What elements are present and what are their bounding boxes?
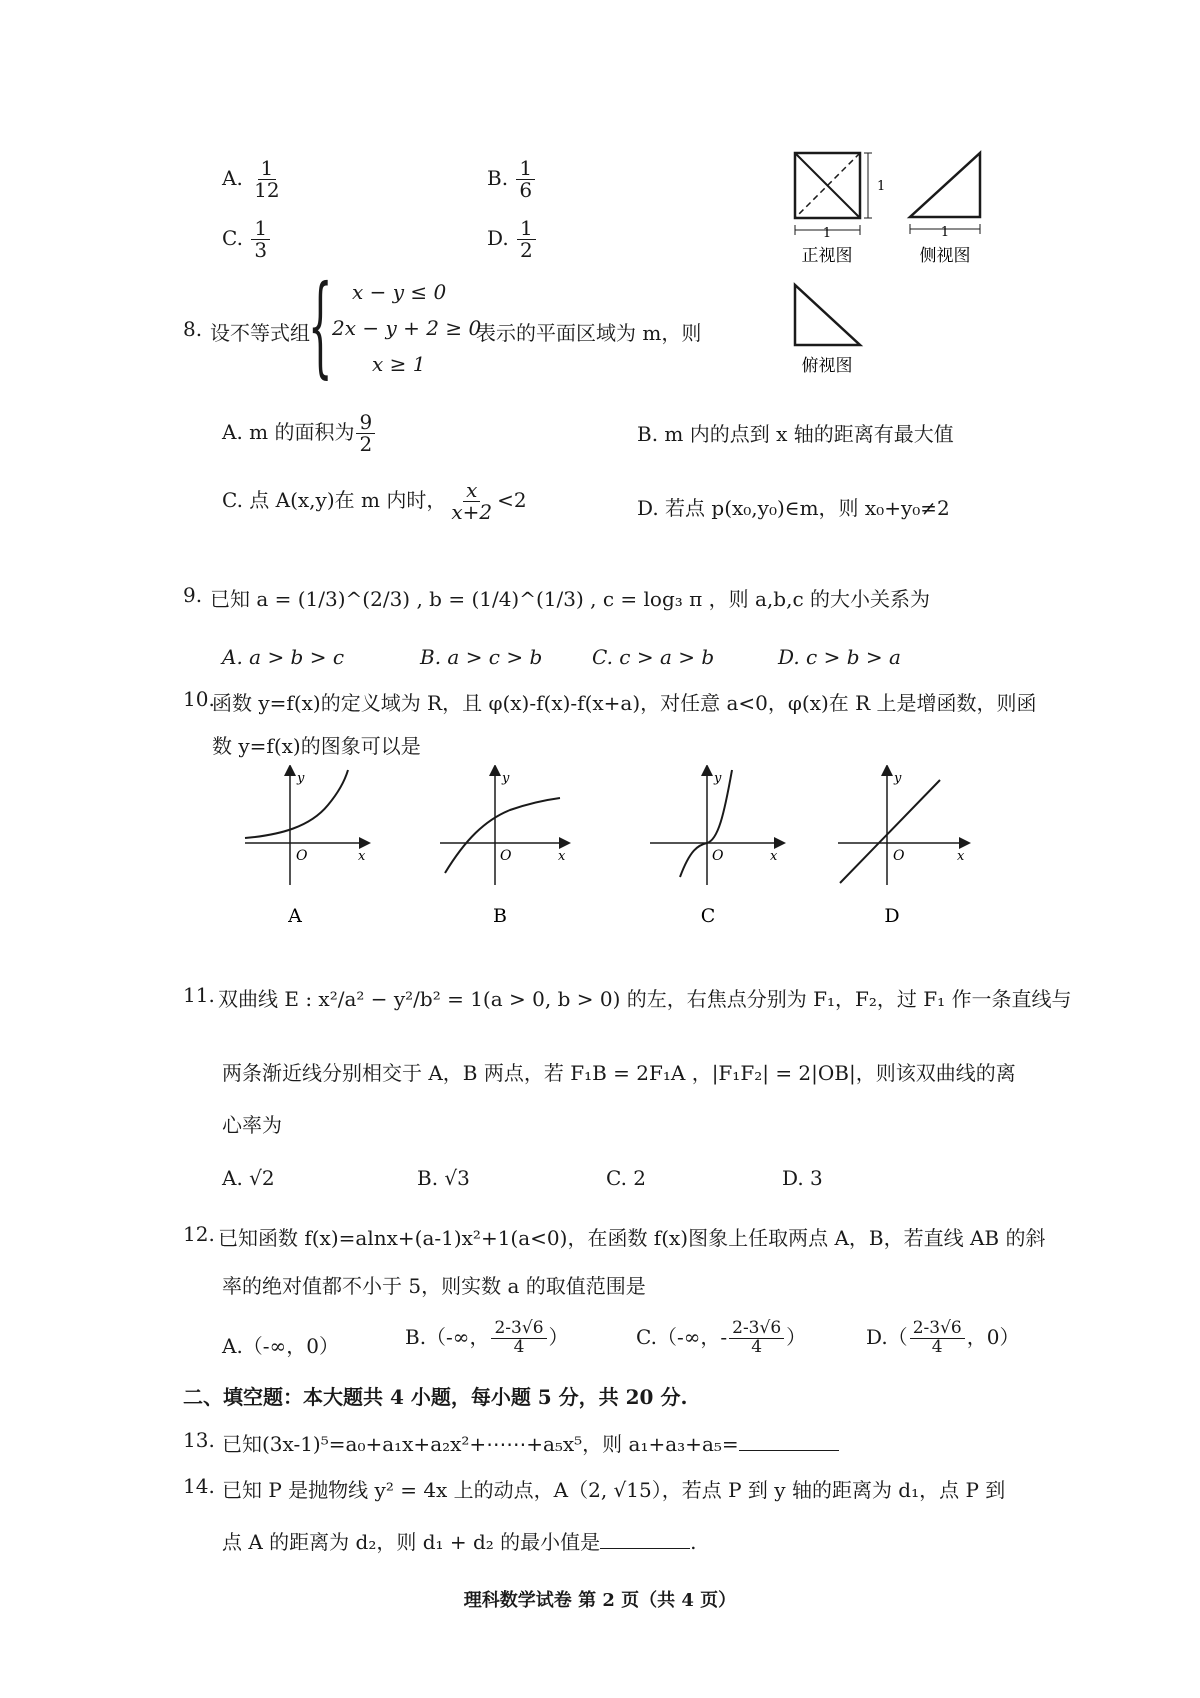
q8-ineq2: 2x − y + 2 ≥ 0 [332,316,482,340]
side-view [910,153,980,234]
q13-text: 已知(3x-1)⁵=a₀+a₁x+a₂x²+⋯⋯+a₅x⁵，则 a₁+a₃+a₅= [222,1428,839,1457]
q14-number: 14. [183,1474,215,1498]
graph-c-origin: O [712,848,724,864]
q11-line1: 双曲线 E : x²/a² − y²/b² = 1(a > 0, b > 0) 的左，右焦点分别为 F₁，F₂，过 F₁ 作一条直线与 [218,987,1072,1011]
q7-option-c: C. $\frac{1}{3}$ [222,218,272,261]
q11-option-d: D. 3 [782,1166,823,1190]
q14-line1: 已知 P 是抛物线 y² = 4x 上的动点，A（2, √15），若点 P 到 y 轴的距离为 d₁，点 P 到 [222,1478,1006,1502]
q10-line1: 函数 y=f(x)的定义域为 R，且 φ(x)-f(x)-f(x+a)，对任意 a<0，φ(x)在 R 上是增函数，则函 [212,691,1037,715]
q10-line2: 数 y=f(x)的图象可以是 [212,734,421,758]
front-view-label: 正视图 [801,246,853,266]
page-footer: 理科数学试卷 第 2 页（共 4 页） [463,1590,737,1611]
graph-b [440,770,565,885]
q12-line2: 率的绝对值都不小于 5，则实数 a 的取值范围是 [222,1274,646,1298]
graph-c-x: x [770,849,778,864]
q8-brace: { [308,261,333,389]
graph-d [838,770,965,885]
q8-option-c: C. 点 A(x,y)在 m 内时， $\frac{x}{x+2}$ <2 [222,478,527,524]
q11-option-c: C. 2 [606,1166,647,1190]
graph-b-label: B [493,905,507,927]
graph-d-y: y [894,771,902,786]
q12-option-d: D.（ $\frac{2-3√6}{4}$ ，0） [866,1318,1020,1357]
q8-option-a: A. m 的面积为 $\frac{9}{2}$ [222,412,377,455]
q13-number: 13. [183,1428,215,1452]
q10-graphs [240,765,980,930]
q9-option-b: B. a > c > b [420,645,543,669]
front-height-label: 1 [877,179,886,194]
q7-option-b: B. $\frac{1}{6}$ [487,158,537,201]
side-view-label: 侧视图 [919,246,971,266]
q12-number: 12. [183,1222,215,1246]
q11-line2: 两条渐近线分别相交于 A，B 两点，若 F₁B = 2F₁A ，|F₁F₂| = 2|OB|，则该双曲线的离 [222,1061,1016,1085]
q8-option-b: B. m 内的点到 x 轴的距离有最大值 [637,422,954,446]
q11-line3: 心率为 [222,1113,282,1137]
q8-suffix: 表示的平面区域为 m，则 [476,321,702,345]
q12-option-b: B.（-∞， $\frac{2-3√6}{4}$ ） [405,1318,569,1357]
q14-answer-blank[interactable] [600,1530,690,1549]
graph-a-label: A [288,905,302,927]
graph-d-x: x [957,849,965,864]
graph-d-origin: O [893,848,905,864]
q12-option-c: C.（-∞，- $\frac{2-3√6}{4}$ ） [636,1318,807,1357]
q12-option-a: A.（-∞，0） [222,1334,339,1358]
q8-number: 8. [183,317,203,341]
q9-option-a: A. a > b > c [222,645,345,669]
q9-stem: 已知 a = (1/3)^(2/3) , b = (1/4)^(1/3) , c = log₃ π ，则 a,b,c 的大小关系为 [210,587,931,611]
graph-a-origin: O [296,848,308,864]
q8-prefix: 设不等式组 [210,321,310,345]
q7-option-a: A. $\frac{1}{12}$ [222,156,280,202]
graph-a-y: y [297,771,305,786]
q8-ineq3: x ≥ 1 [372,352,426,376]
q12-line1: 已知函数 f(x)=alnx+(a-1)x²+1(a<0)，在函数 f(x)图象上任取两点 A，B，若直线 AB 的斜 [218,1226,1046,1250]
three-view-diagram [780,145,1010,385]
side-dim-label: 1 [940,225,950,240]
graph-c-label: C [700,905,716,927]
q7-option-d: D. $\frac{1}{2}$ [487,218,538,261]
q11-option-a: A. √2 [222,1166,275,1190]
q9-number: 9. [183,583,203,607]
top-view-label: 俯视图 [801,356,853,376]
front-dim-label: 1 [822,226,832,241]
section2-heading: 二、填空题：本大题共 4 小题，每小题 5 分，共 20 分. [183,1385,688,1409]
q8-ineq1: x − y ≤ 0 [352,280,447,304]
q13-answer-blank[interactable] [739,1432,839,1451]
q11-number: 11. [183,983,215,1007]
graph-c-y: y [714,771,722,786]
graph-a-x: x [358,849,366,864]
graph-c [650,770,780,885]
graph-a [245,770,365,885]
q9-option-d: D. c > b > a [778,645,901,669]
graph-b-y: y [502,771,510,786]
graph-b-x: x [558,849,566,864]
top-view [795,285,860,345]
q9-option-c: C. c > a > b [592,645,715,669]
q14-line2: 点 A 的距离为 d₂，则 d₁ + d₂ 的最小值是 . [222,1530,697,1554]
q11-option-b: B. √3 [417,1166,470,1190]
front-view [795,153,872,235]
graph-d-label: D [884,905,900,927]
q10-number: 10. [183,687,215,711]
q8-option-d: D. 若点 p(x₀,y₀)∈m，则 x₀+y₀≠2 [637,496,950,520]
graph-b-origin: O [500,848,512,864]
